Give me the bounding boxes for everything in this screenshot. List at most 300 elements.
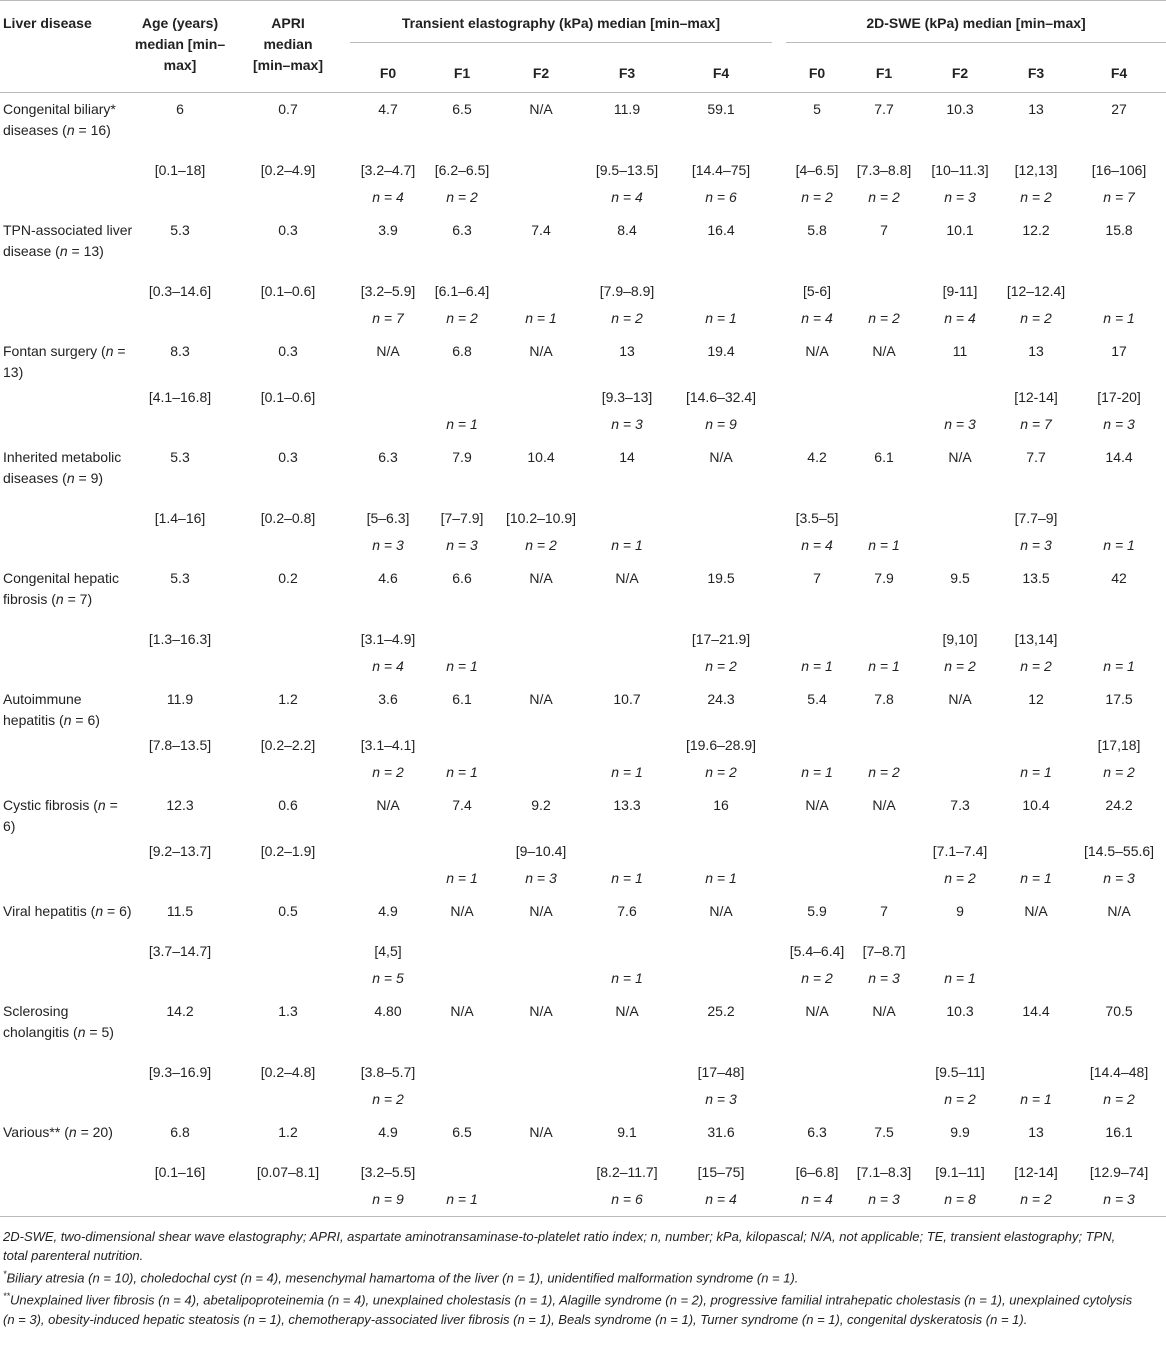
disease-name — [0, 441, 134, 504]
age-median: 6.8 — [170, 1124, 190, 1140]
age-median: 11.5 — [166, 903, 194, 919]
n-count: n = 3 — [944, 416, 976, 432]
header-te-label: Transient elastography (kPa) median [min–max] — [350, 13, 772, 43]
swe-range: [12–12.4] — [1006, 283, 1066, 299]
table-row — [0, 93, 1166, 157]
swe-n — [1000, 1089, 1072, 1116]
empty-cell — [0, 535, 134, 562]
swe-n — [1000, 1189, 1072, 1217]
table-row — [0, 1116, 1166, 1158]
swe-range — [1072, 937, 1166, 968]
table-row-range — [0, 504, 1166, 535]
empty-cell — [134, 535, 226, 562]
header-te-stage: F2 — [532, 65, 550, 81]
disease-n-label: n — [59, 243, 68, 259]
te-n — [350, 762, 426, 789]
empty-cell — [0, 187, 134, 214]
n-count: n = 4 — [372, 658, 404, 674]
n-count: n = 2 — [525, 537, 557, 553]
n-count: n = 2 — [1020, 658, 1052, 674]
te-n — [584, 968, 670, 995]
swe-n — [772, 1189, 848, 1217]
te-median: 7.6 — [617, 903, 637, 919]
te-median: N/A — [529, 691, 553, 707]
swe-range: [16–106] — [1091, 162, 1147, 178]
te-median: 6.6 — [452, 570, 472, 586]
swe-median: 42 — [1111, 570, 1127, 586]
swe-n — [848, 968, 920, 995]
te-n — [670, 1189, 772, 1217]
swe-n — [772, 414, 848, 441]
swe-range — [1072, 625, 1166, 656]
te-range: [8.2–11.7] — [596, 1164, 658, 1180]
swe-median: 70.5 — [1105, 1003, 1133, 1019]
n-count: n = 1 — [446, 1191, 478, 1207]
table-row-range — [0, 837, 1166, 868]
swe-n — [1072, 414, 1166, 441]
disease-n-label: n — [95, 903, 104, 919]
n-count: n = 2 — [1020, 1191, 1052, 1207]
apri-range — [226, 625, 350, 656]
n-count: n = 1 — [801, 658, 833, 674]
apri-median: 0.3 — [278, 343, 298, 359]
te-range — [584, 937, 670, 968]
n-count: n = 2 — [801, 189, 833, 205]
swe-n — [1000, 656, 1072, 683]
swe-range: [9,10] — [942, 631, 978, 647]
te-n — [670, 968, 772, 995]
table-row-range — [0, 156, 1166, 187]
te-range — [670, 837, 772, 868]
empty-cell — [226, 656, 350, 683]
table-row-range — [0, 1158, 1166, 1189]
te-median: 16 — [713, 797, 729, 813]
disease-n-total: = 6) — [71, 712, 100, 728]
te-median: 16.4 — [707, 222, 735, 238]
n-count: n = 3 — [525, 870, 557, 886]
header-swe-stage: F1 — [875, 65, 893, 81]
swe-range — [1072, 277, 1166, 308]
swe-n — [1000, 968, 1072, 995]
te-n — [350, 656, 426, 683]
n-count: n = 1 — [1103, 310, 1135, 326]
disease-name — [0, 93, 134, 157]
swe-median: 17.5 — [1105, 691, 1133, 707]
swe-n — [920, 1189, 1000, 1217]
te-range — [670, 277, 772, 308]
swe-median: 9.5 — [950, 570, 970, 586]
footnote-double-star — [3, 1287, 1143, 1328]
te-n — [350, 535, 426, 562]
swe-n — [920, 762, 1000, 789]
table-row — [0, 562, 1166, 625]
te-range: [4,5] — [374, 943, 402, 959]
n-count: n = 2 — [611, 310, 643, 326]
te-range — [584, 1058, 670, 1089]
swe-range: [5-6] — [803, 283, 832, 299]
age-range: [0.3–14.6] — [148, 283, 212, 299]
empty-cell — [0, 383, 134, 414]
n-count: n = 2 — [1020, 189, 1052, 205]
te-range: [6.1–6.4] — [434, 283, 490, 299]
header-te-group — [350, 1, 772, 52]
table-row — [0, 335, 1166, 383]
footnote-abbreviations: 2D-SWE, two-dimensional shear wave elastography; APRI, aspartate aminotransaminase-to-platelet ratio index; n, number; kPa, kilopascal; N/A, not applicable; TE, transient elastography; TPN, total parenteral nutrition. — [3, 1229, 1116, 1263]
swe-median: 5.9 — [807, 903, 827, 919]
te-median: N/A — [615, 1003, 639, 1019]
te-n — [670, 187, 772, 214]
te-range: [14.6–32.4] — [685, 389, 757, 405]
disease-label: TPN-associated liver disease ( — [3, 222, 133, 259]
te-n — [584, 308, 670, 335]
swe-n — [1072, 656, 1166, 683]
empty-cell — [226, 187, 350, 214]
n-count: n = 4 — [944, 310, 976, 326]
swe-median: N/A — [1024, 903, 1048, 919]
te-n — [584, 1189, 670, 1217]
te-range: [6.2–6.5] — [434, 162, 490, 178]
apri-median: 0.5 — [278, 903, 298, 919]
swe-median: N/A — [805, 1003, 829, 1019]
empty-cell — [226, 968, 350, 995]
swe-n — [772, 868, 848, 895]
n-count: n = 1 — [705, 310, 737, 326]
disease-n-label: n — [63, 712, 72, 728]
disease-label: Viral hepatitis ( — [3, 903, 96, 919]
swe-median: 13 — [1028, 343, 1044, 359]
n-count: n = 1 — [525, 310, 557, 326]
table-row-n — [0, 762, 1166, 789]
swe-median: 15.8 — [1105, 222, 1133, 238]
swe-median: 5 — [813, 101, 821, 117]
empty-cell — [0, 837, 134, 868]
n-count: n = 9 — [705, 416, 737, 432]
swe-range — [772, 837, 848, 868]
swe-median: 7.7 — [1026, 449, 1046, 465]
te-median: 9.1 — [617, 1124, 637, 1140]
n-count: n = 3 — [1020, 537, 1052, 553]
n-count: n = 4 — [801, 1191, 833, 1207]
te-median: 25.2 — [707, 1003, 735, 1019]
te-median: N/A — [529, 343, 553, 359]
te-n — [670, 1089, 772, 1116]
swe-n — [1072, 968, 1166, 995]
empty-cell — [226, 762, 350, 789]
swe-median: 12.2 — [1022, 222, 1050, 238]
disease-label: Congenital biliary* diseases ( — [3, 101, 116, 138]
swe-n — [848, 308, 920, 335]
swe-n — [848, 1189, 920, 1217]
swe-range: [5.4–6.4] — [789, 943, 845, 959]
table-row-n — [0, 535, 1166, 562]
te-range: [9.5–13.5] — [595, 162, 659, 178]
empty-cell — [226, 1189, 350, 1217]
swe-n — [772, 187, 848, 214]
n-count: n = 4 — [705, 1191, 737, 1207]
te-n — [670, 762, 772, 789]
te-median: N/A — [529, 1124, 553, 1140]
te-median: 13.3 — [613, 797, 641, 813]
swe-n — [772, 656, 848, 683]
swe-range — [920, 731, 1000, 762]
te-median: 4.7 — [378, 101, 398, 117]
swe-median: 7 — [880, 222, 888, 238]
n-count: n = 1 — [1103, 537, 1135, 553]
te-range — [350, 383, 426, 414]
empty-cell — [0, 156, 134, 187]
empty-cell — [0, 1158, 134, 1189]
table-row-range — [0, 383, 1166, 414]
swe-range — [1000, 1058, 1072, 1089]
disease-name — [0, 789, 134, 837]
table-row-range — [0, 731, 1166, 762]
empty-cell — [134, 656, 226, 683]
swe-n — [1072, 762, 1166, 789]
empty-cell — [0, 277, 134, 308]
swe-median: 7.3 — [950, 797, 970, 813]
te-median: 6.3 — [452, 222, 472, 238]
n-count: n = 1 — [868, 537, 900, 553]
swe-range: [17,18] — [1097, 737, 1141, 753]
te-range: [3.8–5.7] — [360, 1064, 416, 1080]
swe-median: 13 — [1028, 101, 1044, 117]
te-n — [498, 968, 584, 995]
te-n — [584, 1089, 670, 1116]
footnote-star-text: Biliary atresia (n = 10), choledochal cyst (n = 4), mesenchymal hamartoma of the liver (n = 1), unidentified malformation syndrome (n = 1). — [6, 1270, 799, 1286]
table-row — [0, 895, 1166, 937]
n-count: n = 8 — [944, 1191, 976, 1207]
te-n — [350, 1189, 426, 1217]
n-count: n = 4 — [801, 537, 833, 553]
age-range: [9.3–16.9] — [148, 1064, 212, 1080]
te-n — [670, 414, 772, 441]
swe-median: 14.4 — [1022, 1003, 1050, 1019]
swe-range: [7.7–9] — [1014, 510, 1058, 526]
disease-label: Sclerosing cholangitis ( — [3, 1003, 78, 1040]
te-median: N/A — [450, 1003, 474, 1019]
te-median: 19.4 — [707, 343, 735, 359]
disease-n-label: n — [77, 1024, 86, 1040]
swe-median: N/A — [948, 691, 972, 707]
te-n — [498, 762, 584, 789]
swe-range — [920, 504, 1000, 535]
te-median: 19.5 — [707, 570, 735, 586]
apri-median: 0.3 — [278, 449, 298, 465]
table-row — [0, 995, 1166, 1058]
swe-median: 24.2 — [1105, 797, 1133, 813]
te-median: 7.4 — [531, 222, 551, 238]
table-row-n — [0, 868, 1166, 895]
te-range — [584, 504, 670, 535]
n-count: n = 6 — [705, 189, 737, 205]
table-row — [0, 683, 1166, 731]
disease-label: Various** ( — [3, 1124, 69, 1140]
te-n — [350, 968, 426, 995]
te-n — [498, 535, 584, 562]
apri-median: 0.6 — [278, 797, 298, 813]
age-range: [9.2–13.7] — [148, 843, 212, 859]
n-count: n = 1 — [868, 658, 900, 674]
n-count: n = 7 — [372, 310, 404, 326]
te-range — [426, 1158, 498, 1189]
footnote-double-star-text: Unexplained liver fibrosis (n = 4), abetalipoproteinemia (n = 4), unexplained cholestasis (n = 1), Alagille syndrome (n = 2), progressive familial intrahepatic cholestasis (n = 1), unexplained cytolysis (n = 3), obesity-induced hepatic steatosis (n = 1), chemotherapy-associated liver fibrosis (n = 1), Beals syndrome (n = 1), Turner syndrome (n = 1), congenital dyskeratosis (n = 1). — [3, 1292, 1133, 1327]
te-range: [14.4–75] — [691, 162, 751, 178]
te-n — [426, 1089, 498, 1116]
swe-n — [848, 1089, 920, 1116]
swe-n — [848, 762, 920, 789]
swe-range: [3.5–5] — [795, 510, 839, 526]
n-count: n = 3 — [1103, 416, 1135, 432]
swe-range — [1000, 837, 1072, 868]
swe-median: N/A — [805, 343, 829, 359]
te-median: N/A — [529, 101, 553, 117]
empty-cell — [0, 625, 134, 656]
n-count: n = 2 — [446, 310, 478, 326]
n-count: n = 1 — [446, 764, 478, 780]
swe-range — [1072, 504, 1166, 535]
swe-n — [1072, 187, 1166, 214]
te-range — [498, 383, 584, 414]
te-n — [350, 308, 426, 335]
apri-range: [0.2–0.8] — [260, 510, 316, 526]
empty-cell — [226, 1089, 350, 1116]
empty-cell — [226, 868, 350, 895]
te-n — [584, 535, 670, 562]
swe-range — [920, 383, 1000, 414]
swe-median: 10.3 — [946, 1003, 974, 1019]
swe-median: N/A — [805, 797, 829, 813]
te-n — [350, 187, 426, 214]
te-range — [498, 156, 584, 187]
n-count: n = 3 — [868, 1191, 900, 1207]
te-median: 14 — [619, 449, 635, 465]
te-n — [498, 1089, 584, 1116]
te-range — [426, 731, 498, 762]
apri-range: [0.2–1.9] — [260, 843, 316, 859]
swe-range: [12,13] — [1014, 162, 1058, 178]
te-range: [3.2–5.9] — [360, 283, 416, 299]
n-count: n = 3 — [944, 189, 976, 205]
te-median: 4.9 — [378, 1124, 398, 1140]
swe-median: 7 — [813, 570, 821, 586]
disease-n-label: n — [68, 1124, 77, 1140]
n-count: n = 2 — [446, 189, 478, 205]
age-median: 5.3 — [170, 449, 190, 465]
swe-range — [920, 937, 1000, 968]
te-range: [7.9–8.9] — [599, 283, 655, 299]
te-range: [19.6–28.9] — [685, 737, 757, 753]
disease-n-label: n — [66, 122, 75, 138]
te-median: N/A — [450, 903, 474, 919]
te-median: 8.4 — [617, 222, 637, 238]
age-median: 12.3 — [166, 797, 194, 813]
te-range — [498, 1058, 584, 1089]
te-median: 31.6 — [707, 1124, 735, 1140]
n-count: n = 1 — [446, 416, 478, 432]
header-swe-stage: F0 — [808, 65, 826, 81]
n-count: n = 1 — [1103, 658, 1135, 674]
swe-range — [848, 277, 920, 308]
n-count: n = 2 — [868, 189, 900, 205]
disease-n-total: = 13) — [67, 243, 104, 259]
swe-range: [12.9–74] — [1089, 1164, 1149, 1180]
swe-n — [772, 308, 848, 335]
age-range: [3.7–14.7] — [148, 943, 212, 959]
swe-range — [772, 1058, 848, 1089]
swe-range — [848, 504, 920, 535]
empty-cell — [134, 868, 226, 895]
swe-median: 14.4 — [1105, 449, 1133, 465]
n-count: n = 1 — [1020, 1091, 1052, 1107]
te-range: [9.3–13] — [601, 389, 653, 405]
disease-n-total: = 6) — [3, 797, 118, 834]
swe-n — [920, 1089, 1000, 1116]
header-apri: APRI median [min–max] — [252, 15, 324, 73]
age-median: 5.3 — [170, 570, 190, 586]
age-median: 6 — [176, 101, 184, 117]
swe-range: [10–11.3] — [931, 162, 989, 178]
empty-cell — [0, 968, 134, 995]
apri-range: [0.2–4.9] — [260, 162, 316, 178]
te-n — [426, 1189, 498, 1217]
te-n — [426, 414, 498, 441]
apri-median: 1.3 — [278, 1003, 298, 1019]
swe-n — [848, 414, 920, 441]
disease-name — [0, 995, 134, 1058]
swe-median: N/A — [948, 449, 972, 465]
swe-median: 13.5 — [1022, 570, 1050, 586]
te-range: [3.1–4.1] — [360, 737, 416, 753]
age-median: 8.3 — [170, 343, 190, 359]
n-count: n = 4 — [372, 189, 404, 205]
swe-median: 27 — [1111, 101, 1127, 117]
te-range — [584, 731, 670, 762]
te-median: 9.2 — [531, 797, 551, 813]
te-median: 3.6 — [378, 691, 398, 707]
swe-n — [1072, 308, 1166, 335]
swe-median: 13 — [1028, 1124, 1044, 1140]
swe-median: 5.8 — [807, 222, 827, 238]
disease-n-total: = 9) — [74, 470, 104, 486]
swe-n — [848, 656, 920, 683]
disease-n-total: = 20) — [76, 1124, 113, 1140]
n-count: n = 1 — [611, 537, 643, 553]
header-te-stage: F4 — [712, 65, 730, 81]
apri-median: 1.2 — [278, 691, 298, 707]
n-count: n = 2 — [705, 764, 737, 780]
n-count: n = 6 — [611, 1191, 643, 1207]
te-median: N/A — [529, 570, 553, 586]
empty-cell — [0, 656, 134, 683]
swe-range: [14.5–55.6] — [1084, 843, 1155, 859]
te-n — [498, 656, 584, 683]
swe-median: 10.1 — [946, 222, 974, 238]
swe-range: [17-20] — [1097, 389, 1141, 405]
footnote-double-star-mark: ** — [3, 1291, 11, 1302]
apri-range — [226, 937, 350, 968]
te-n — [584, 656, 670, 683]
table-row-n — [0, 968, 1166, 995]
swe-n — [772, 1089, 848, 1116]
table-row-n — [0, 1089, 1166, 1116]
te-n — [498, 308, 584, 335]
swe-n — [1072, 535, 1166, 562]
disease-name — [0, 1116, 134, 1158]
te-n — [584, 868, 670, 895]
te-n — [426, 868, 498, 895]
swe-n — [920, 868, 1000, 895]
te-n — [426, 535, 498, 562]
